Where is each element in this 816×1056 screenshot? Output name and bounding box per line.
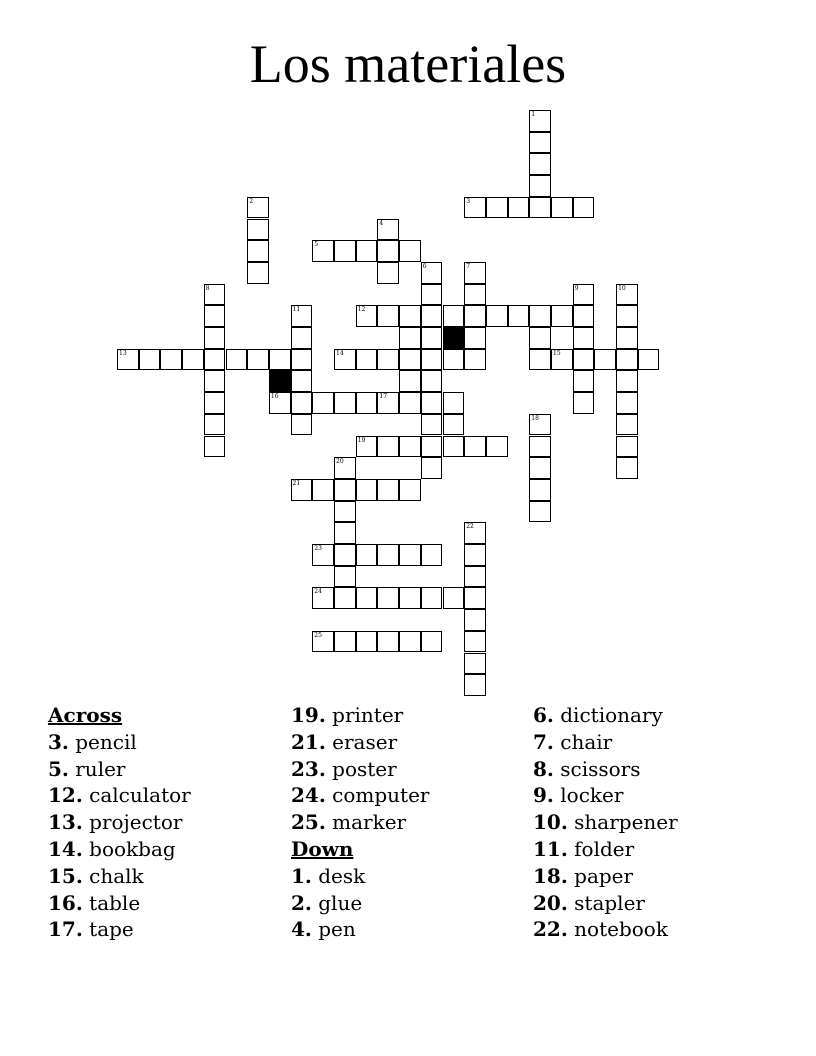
grid-cell (204, 327, 226, 349)
grid-cell (464, 587, 486, 609)
black-cell (443, 327, 465, 349)
grid-cell (247, 197, 269, 219)
grid-cell (247, 240, 269, 262)
clue-number: 21 (292, 479, 301, 487)
clue-across-13: 13. projector (48, 810, 183, 835)
grid-cell (356, 349, 378, 371)
clue-across-12: 12. calculator (48, 783, 191, 808)
clue-down-6: 6. dictionary (533, 703, 663, 727)
grid-cell (226, 349, 248, 371)
grid-cell (312, 631, 334, 653)
grid-cell (464, 305, 486, 327)
grid-cell (312, 479, 334, 501)
grid-cell (399, 305, 421, 327)
grid-cell (399, 587, 421, 609)
clue-down-11: 11. folder (533, 836, 635, 861)
grid-cell (377, 436, 399, 458)
grid-cell (529, 132, 551, 154)
clue-number: 5 (314, 241, 319, 249)
grid-cell (377, 240, 399, 262)
grid-cell (356, 436, 378, 458)
clue-across-5: 5. ruler (48, 756, 126, 781)
clue-number: 2 (249, 197, 254, 205)
grid-cell (399, 327, 421, 349)
grid-cell (464, 653, 486, 675)
grid-cell (399, 370, 421, 392)
clue-across-24: 24. computer (291, 783, 430, 808)
grid-cell (421, 587, 443, 609)
grid-cell (464, 522, 486, 544)
grid-cell (529, 501, 551, 523)
grid-cell (616, 436, 638, 458)
grid-cell (573, 370, 595, 392)
grid-cell (421, 631, 443, 653)
grid-cell (182, 349, 204, 371)
clue-across-15: 15. chalk (48, 863, 144, 888)
grid-cell (291, 349, 313, 371)
clue-number: 14 (336, 349, 344, 357)
grid-cell (204, 370, 226, 392)
grid-cell (421, 305, 443, 327)
grid-cell (247, 262, 269, 284)
grid-cell (334, 631, 356, 653)
clue-down-2: 2. glue (291, 890, 363, 915)
grid-cell (356, 392, 378, 414)
clue-number: 17 (379, 393, 388, 401)
clue-number: 12 (357, 306, 366, 314)
grid-cell (377, 392, 399, 414)
grid-cell (269, 349, 291, 371)
clue-across-19: 19. printer (291, 703, 404, 727)
grid-cell (334, 479, 356, 501)
grid-cell (399, 544, 421, 566)
grid-cell (638, 349, 660, 371)
page-title: Los materiales (249, 34, 567, 94)
clue-column-3 (533, 702, 678, 943)
grid-cell (421, 414, 443, 436)
clue-down-22: 22. notebook (533, 917, 668, 942)
grid-cell (399, 631, 421, 653)
clue-number: 19 (357, 436, 366, 444)
grid-cell (443, 436, 465, 458)
grid-cell (399, 392, 421, 414)
grid-cell (508, 305, 530, 327)
clue-number: 9 (574, 284, 579, 292)
grid-cell (204, 392, 226, 414)
clue-down-20: 20. stapler (533, 890, 645, 915)
grid-cell (377, 587, 399, 609)
grid-cell (464, 436, 486, 458)
grid-cell (443, 414, 465, 436)
clue-down-1: 1. desk (291, 863, 366, 888)
clue-number: 25 (314, 631, 322, 639)
black-cell (269, 370, 291, 392)
grid-cell (204, 414, 226, 436)
grid-cell (377, 262, 399, 284)
grid-cell (139, 349, 161, 371)
grid-cell (529, 305, 551, 327)
grid-cell (421, 457, 443, 479)
grid-cell (529, 153, 551, 175)
grid-cell (377, 631, 399, 653)
grid-cell (573, 197, 595, 219)
clue-number: 7 (466, 262, 471, 270)
grid-cell (334, 240, 356, 262)
grid-cell (616, 327, 638, 349)
clue-number: 16 (270, 393, 279, 401)
grid-cell (160, 349, 182, 371)
clue-column-1 (48, 702, 191, 943)
grid-cell (529, 110, 551, 132)
grid-cell (334, 349, 356, 371)
grid-cell (204, 305, 226, 327)
grid-cell (486, 305, 508, 327)
across-heading: Across (48, 703, 123, 727)
clue-number: 22 (466, 523, 474, 531)
grid-cell (247, 349, 269, 371)
grid-cell (399, 240, 421, 262)
clue-down-4: 4. pen (291, 917, 356, 942)
clue-number: 8 (205, 284, 210, 292)
grid-cell (334, 566, 356, 588)
grid-cell (269, 392, 291, 414)
clue-number: 20 (336, 458, 344, 466)
grid-cell (334, 457, 356, 479)
grid-cell (443, 587, 465, 609)
grid-cell (573, 349, 595, 371)
grid-cell (356, 305, 378, 327)
grid-cell (291, 392, 313, 414)
clue-number: 1 (531, 111, 536, 118)
clue-number: 11 (292, 306, 301, 314)
grid-cell (443, 349, 465, 371)
clue-across-25: 25. marker (291, 810, 407, 835)
grid-cell (529, 175, 551, 197)
grid-cell (529, 414, 551, 436)
clue-down-18: 18. paper (533, 863, 634, 888)
grid-cell (204, 284, 226, 306)
grid-cell (616, 457, 638, 479)
clue-across-21: 21. eraser (291, 729, 398, 754)
clue-down-10: 10. sharpener (533, 810, 678, 835)
grid-cell (529, 436, 551, 458)
clue-down-9: 9. locker (533, 783, 624, 808)
clue-number: 15 (553, 349, 561, 357)
grid-cell (421, 327, 443, 349)
grid-cell (529, 349, 551, 371)
grid-cell (377, 479, 399, 501)
grid-cell (204, 349, 226, 371)
grid-cell (377, 544, 399, 566)
grid-cell (291, 370, 313, 392)
grid-cell (551, 305, 573, 327)
grid-cell (464, 197, 486, 219)
clue-down-7: 7. chair (533, 729, 613, 754)
clue-number: 13 (119, 349, 127, 357)
grid-cell (117, 349, 139, 371)
grid-cell (529, 327, 551, 349)
grid-cell (399, 479, 421, 501)
grid-cell (443, 305, 465, 327)
grid-cell (356, 587, 378, 609)
grid-cell (421, 284, 443, 306)
clue-number: 24 (314, 588, 322, 596)
grid-cell (573, 305, 595, 327)
grid-cell (399, 436, 421, 458)
grid-cell (486, 436, 508, 458)
grid-cell (334, 544, 356, 566)
grid-cell (616, 305, 638, 327)
grid-cell (291, 327, 313, 349)
grid-cell (334, 392, 356, 414)
clue-across-23: 23. poster (291, 756, 397, 781)
grid-cell (356, 479, 378, 501)
grid-cell (334, 587, 356, 609)
grid-cell (464, 674, 486, 696)
grid-cell (291, 414, 313, 436)
grid-cell (247, 219, 269, 241)
grid-cell (421, 436, 443, 458)
grid-cell (616, 370, 638, 392)
grid-cell (334, 501, 356, 523)
grid-cell (464, 566, 486, 588)
clue-number: 6 (422, 262, 427, 270)
grid-cell (551, 197, 573, 219)
grid-cell (312, 544, 334, 566)
clue-across-3: 3. pencil (48, 729, 137, 754)
grid-cell (421, 349, 443, 371)
grid-cell (399, 349, 421, 371)
clue-across-14: 14. bookbag (48, 836, 176, 861)
grid-cell (312, 392, 334, 414)
clue-down-8: 8. scissors (533, 756, 641, 781)
grid-cell (443, 392, 465, 414)
grid-cell (356, 631, 378, 653)
grid-cell (377, 219, 399, 241)
grid-cell (508, 197, 530, 219)
grid-cell (573, 327, 595, 349)
grid-cell (529, 479, 551, 501)
grid-cell (356, 544, 378, 566)
clue-number: 4 (379, 219, 384, 227)
grid-cell (464, 349, 486, 371)
grid-cell (551, 349, 573, 371)
grid-cell (377, 305, 399, 327)
clue-number: 23 (314, 545, 322, 552)
grid-cell (464, 544, 486, 566)
down-heading: Down (291, 836, 354, 861)
grid-cell (377, 349, 399, 371)
grid-cell (464, 262, 486, 284)
clue-number: 3 (466, 197, 471, 205)
grid-cell (291, 305, 313, 327)
clue-column-2 (291, 702, 429, 943)
grid-cell (616, 414, 638, 436)
grid-cell (356, 240, 378, 262)
grid-cell (421, 370, 443, 392)
grid-cell (291, 479, 313, 501)
grid-cell (594, 349, 616, 371)
clue-number: 10 (618, 284, 626, 292)
grid-cell (464, 609, 486, 631)
grid-cell (529, 197, 551, 219)
grid-cell (529, 457, 551, 479)
grid-cell (312, 240, 334, 262)
grid-cell (421, 392, 443, 414)
clue-number: 18 (531, 414, 539, 422)
grid-cell (421, 544, 443, 566)
grid-cell (204, 436, 226, 458)
grid-cell (464, 631, 486, 653)
clue-across-17: 17. tape (48, 917, 134, 942)
grid-cell (616, 284, 638, 306)
grid-cell (573, 392, 595, 414)
grid-cell (486, 197, 508, 219)
grid-cell (616, 349, 638, 371)
grid-cell (464, 284, 486, 306)
clue-across-16: 16. table (48, 890, 141, 915)
grid-cell (573, 284, 595, 306)
grid-cell (334, 522, 356, 544)
grid-cell (616, 392, 638, 414)
grid-cell (312, 587, 334, 609)
grid-cell (421, 262, 443, 284)
grid-cell (464, 327, 486, 349)
